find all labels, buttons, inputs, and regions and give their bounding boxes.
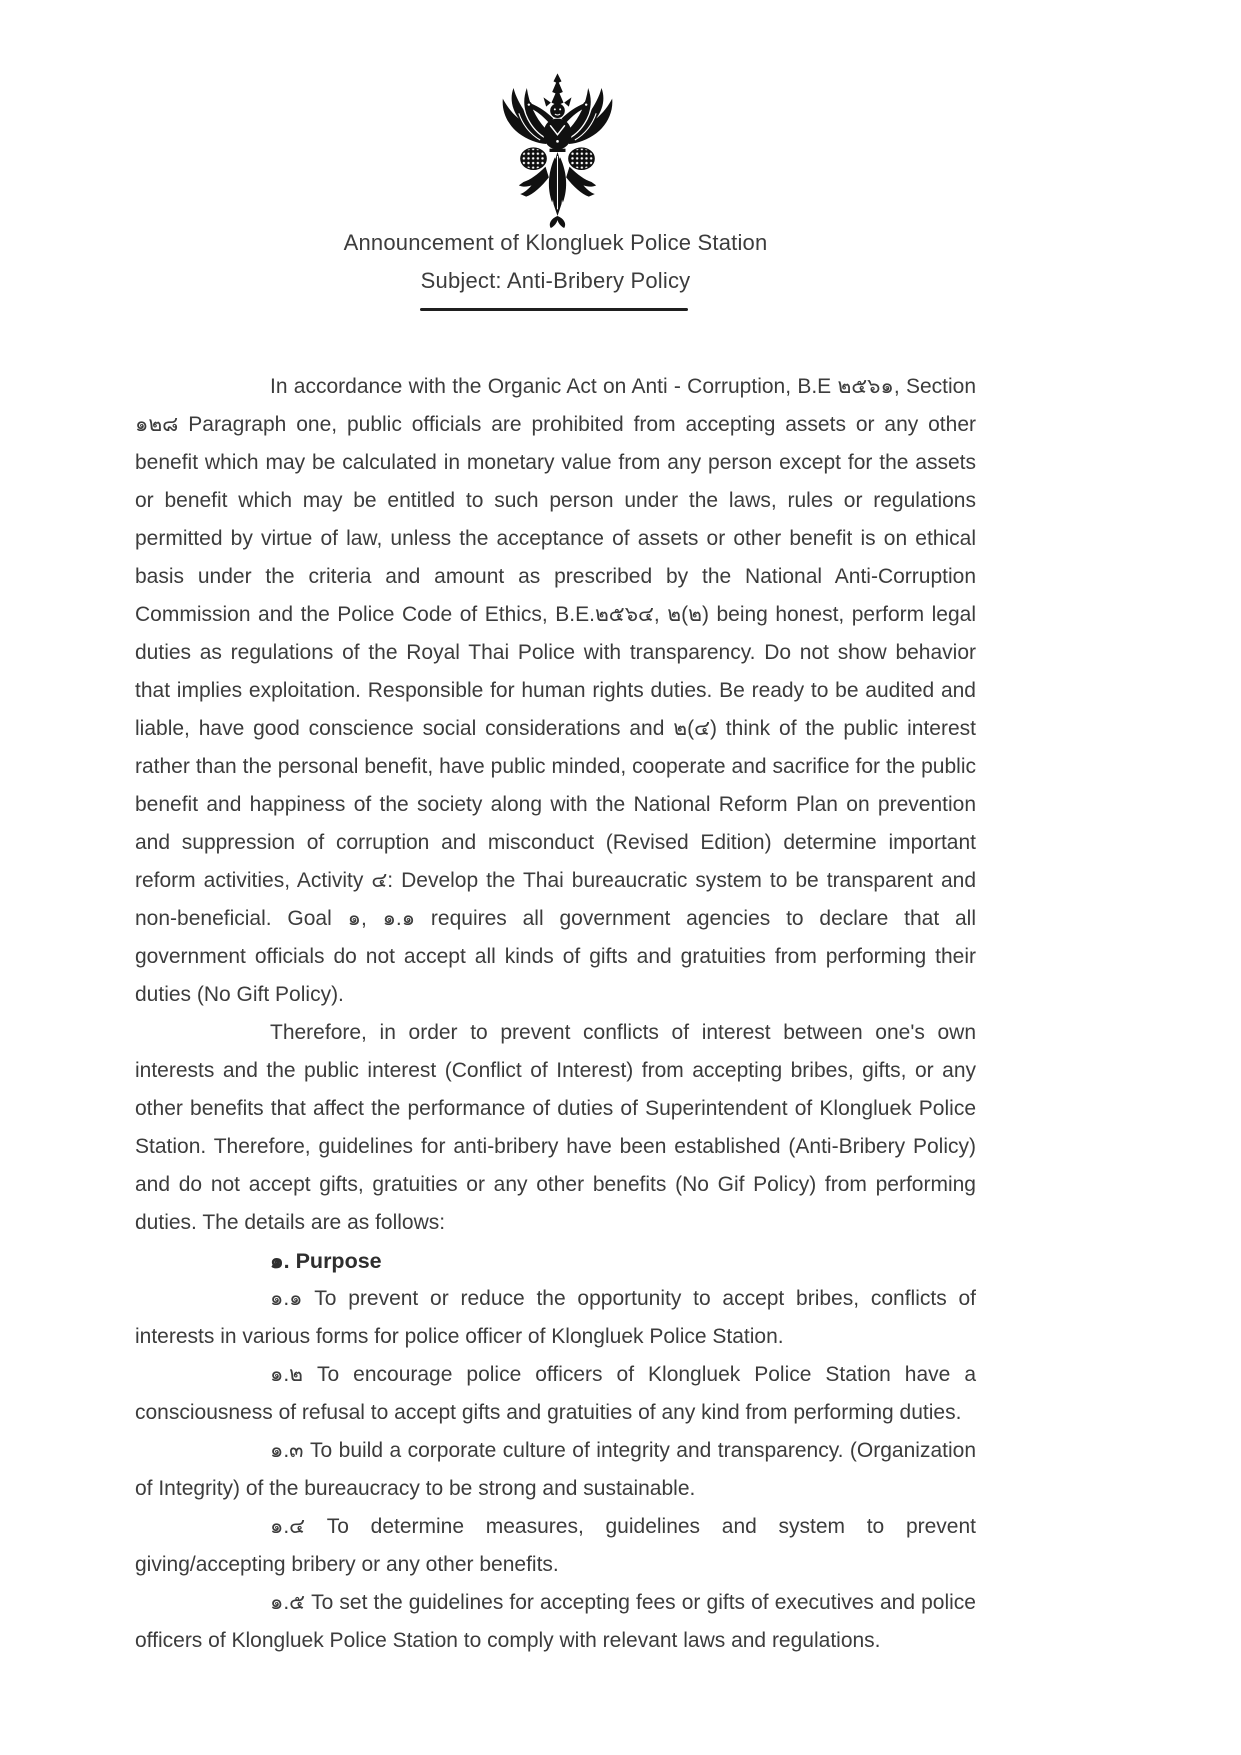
paragraph-legal-basis: In accordance with the Organic Act on Anti - Corruption, B.E ๒๕๖๑, Section ๑๒๘ Paragraph one, public officials are prohibited from accepting assets or any other benefit which may be calculated in monetary value from any person except for the assets or benefit which may be entitled to such person under the laws, rules or regulations permitted by virtue of law, unless the acceptance of assets or other benefit is on ethical basis under the criteria and amount as prescribed by the National Anti-Corruption Commission and the Police Code of Ethics, B.E.๒๕๖๔, ๒(๒) being honest, perform legal duties as regulations of the Royal Thai Police with transparency. Do not show behavior that implies exploitation. Responsible for human rights duties. Be ready to be audited and liable, have good conscience social considerations and ๒(๔) think of the public interest rather than the personal benefit, have public minded, cooperate and sacrifice for the public benefit and happiness of the society along with the National Reform Plan on prevention and suppression of corruption and misconduct (Revised Edition) determine important reform activities, Activity ๔: Develop the Thai bureaucratic system to be transparent and non-beneficial. Goal ๑, ๑.๑ requires all government agencies to declare that all government officials do not accept all kinds of gifts and gratuities from performing their duties (No Gift Policy). [135,375,976,1006]
document-title: Announcement of Klongluek Police Station [343,230,768,255]
paragraph-policy-rationale: Therefore, in order to prevent conflicts of interest between one's own interests and the public interest (Conflict of Interest) from accepting bribes, gifts, or any other benefits that affect the performance of duties of Superintendent of Klongluek Police Station. Therefore, guidelines for anti-bribery have been established (Anti-Bribery Policy) and do not accept gifts, gratuities or any other benefits (No Gif Policy) from performing duties. The details are as follows: [135,1021,976,1234]
section-heading-purpose: ๑. Purpose [270,1249,382,1273]
purpose-item-1-1: ๑.๑ To prevent or reduce the opportunity to accept bribes, conflicts of interests in various forms for police officer of Klongluek Police Station. [135,1287,976,1348]
purpose-item-1-2: ๑.๒ To encourage police officers of Klongluek Police Station have a consciousness of refusal to accept gifts and gratuities of any kind from performing duties. [135,1363,976,1424]
purpose-item-1-5: ๑.๕ To set the guidelines for accepting fees or gifts of executives and police officers of Klongluek Police Station to comply with relevant laws and regulations. [135,1591,976,1652]
garuda-emblem-icon [489,72,626,232]
document-body [135,368,976,1660]
document-subject: Subject: Anti-Bribery Policy [420,268,691,293]
document-emblem [489,72,626,232]
header-divider-line [420,308,688,311]
purpose-item-1-4: ๑.๔ To determine measures, guidelines and system to prevent giving/accepting bribery or any other benefits. [135,1515,976,1576]
purpose-item-1-3: ๑.๓ To build a corporate culture of integrity and transparency. (Organization of Integrity) of the bureaucracy to be strong and sustainable. [135,1439,976,1500]
